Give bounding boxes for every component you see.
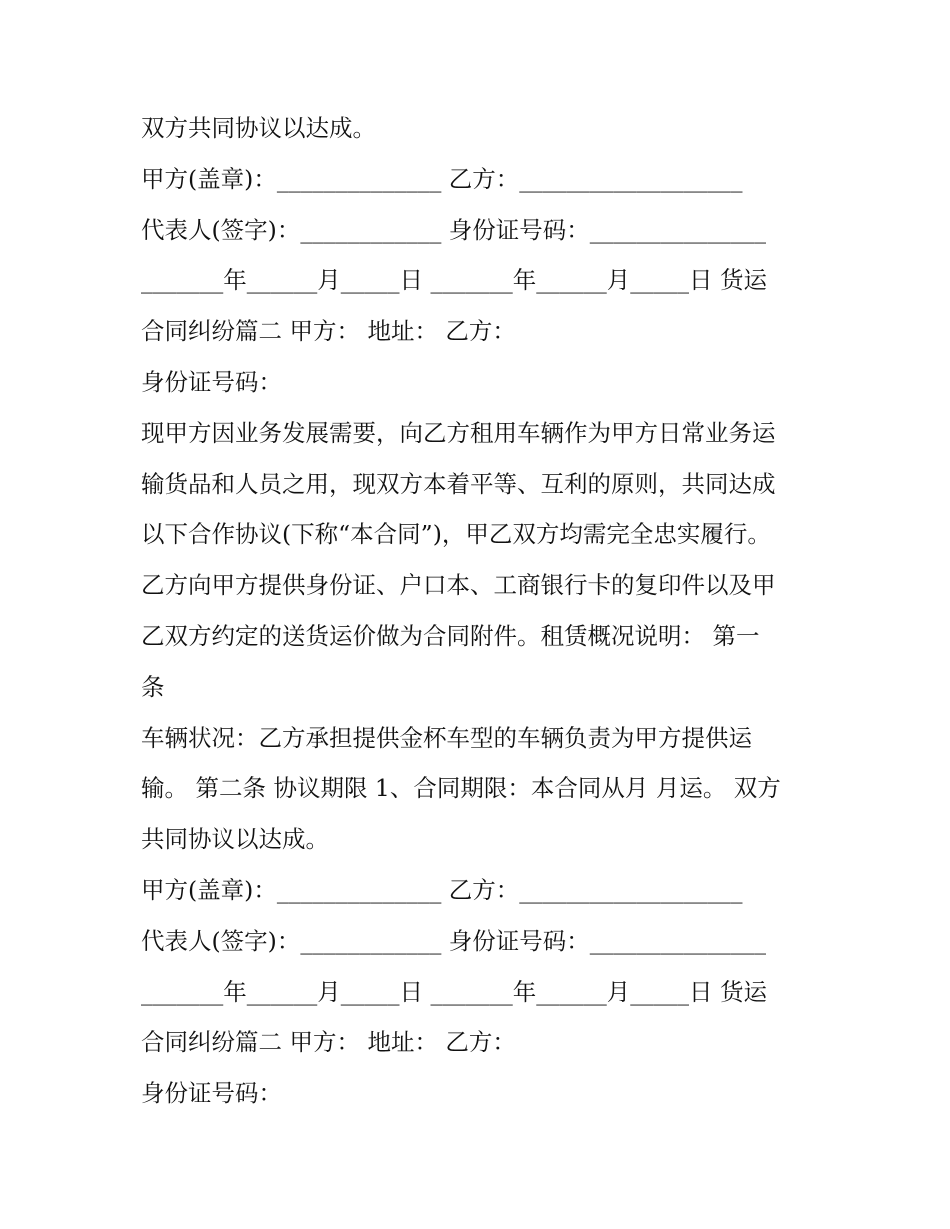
text-line-dates: _______年______月_____日 _______年______月_____日 货运 — [141, 266, 767, 295]
text-line-id-number: 身份证号码： — [141, 1079, 282, 1108]
text-line-representative: 代表人(签字)：____________ 身份证号码：_______________ — [141, 215, 767, 244]
text-line-dates: _______年______月_____日 _______年______月_____日 货运 — [141, 977, 767, 1006]
text-line-party-seal: 甲方(盖章)：______________ 乙方：___________________ — [141, 875, 743, 904]
text-line-section-title: 合同纠纷篇二 甲方： 地址： 乙方： — [141, 1028, 516, 1057]
text-line-agreement: 共同协议以达成。 — [141, 825, 329, 854]
text-line-paragraph: 以下合作协议(下称“本合同”)，甲乙双方均需完全忠实履行。 — [141, 520, 771, 549]
text-line-paragraph: 输货品和人员之用，现双方本着平等、互利的原则，共同达成 — [141, 469, 776, 498]
text-line-article-label: 条 — [141, 672, 165, 701]
text-line-representative: 代表人(签字)：____________ 身份证号码：_______________ — [141, 926, 767, 955]
text-line-party-seal: 甲方(盖章)：______________ 乙方：___________________ — [141, 164, 743, 193]
text-line-agreement: 双方共同协议以达成。 — [141, 114, 376, 142]
text-line-id-number: 身份证号码： — [141, 367, 282, 396]
text-line-section-title: 合同纠纷篇二 甲方： 地址： 乙方： — [141, 317, 516, 346]
document-body — [141, 103, 821, 1119]
text-line-paragraph: 乙双方约定的送货运价做为合同附件。租赁概况说明： 第一 — [141, 621, 760, 650]
text-line-paragraph: 车辆状况：乙方承担提供金杯车型的车辆负责为甲方提供运 — [141, 723, 752, 752]
text-line-paragraph: 乙方向甲方提供身份证、户口本、工商银行卡的复印件以及甲 — [141, 571, 776, 600]
text-line-paragraph: 输。 第二条 协议期限 1、合同期限：本合同从月 月运。 双方 — [141, 774, 781, 803]
text-line-paragraph: 现甲方因业务发展需要，向乙方租用车辆作为甲方日常业务运 — [141, 418, 776, 447]
